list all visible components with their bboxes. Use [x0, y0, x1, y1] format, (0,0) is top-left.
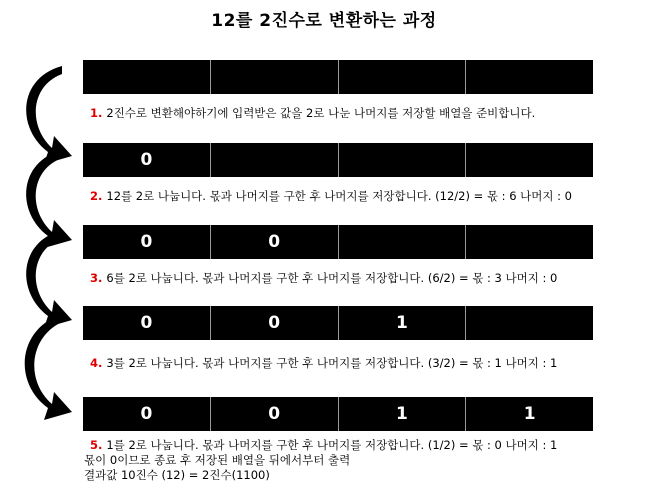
- array-cell: 1: [339, 397, 467, 431]
- array-row-1: [83, 60, 593, 94]
- array-cell: 1: [466, 397, 593, 431]
- array-cell: 0: [83, 143, 211, 177]
- array-cell: [466, 143, 593, 177]
- step-result-text: 결과값 10진수 (12) = 2진수(1100): [84, 468, 270, 482]
- array-cell: 0: [83, 225, 211, 259]
- step-number: 3.: [90, 271, 103, 285]
- step-text: 3를 2로 나눕니다. 몫과 나머지를 구한 후 나머지를 저장합니다. (3/2) = 몫 : 1 나머지 : 1: [106, 356, 558, 370]
- array-cell: [466, 60, 593, 94]
- step-5: [84, 438, 558, 483]
- array-row-4: [83, 306, 593, 340]
- step-number: 2.: [90, 189, 103, 203]
- array-cell: [339, 60, 467, 94]
- step-2: [90, 189, 572, 204]
- array-cell: [339, 225, 467, 259]
- step-text: 1를 2로 나눕니다. 몫과 나머지를 구한 후 나머지를 저장합니다. (1/2) = 몫 : 0 나머지 : 1: [106, 438, 558, 452]
- curved-arrow-1: [26, 66, 72, 164]
- array-cell: 0: [211, 397, 339, 431]
- curved-arrow-2: [26, 150, 72, 248]
- array-cell: [83, 60, 211, 94]
- step-number: 5.: [90, 438, 103, 452]
- array-cell: [339, 143, 467, 177]
- diagram-title: 12를 2진수로 변환하는 과정: [211, 11, 437, 31]
- array-cell: [466, 225, 593, 259]
- step-3: [90, 271, 557, 286]
- step-4: [90, 356, 557, 371]
- step-number: 1.: [90, 106, 103, 120]
- array-row-2: [83, 143, 593, 177]
- array-cell: [466, 306, 593, 340]
- array-cell: [211, 60, 339, 94]
- array-cell: [211, 143, 339, 177]
- step-text: 6를 2로 나눕니다. 몫과 나머지를 구한 후 나머지를 저장합니다. (6/2) = 몫 : 3 나머지 : 0: [106, 271, 558, 285]
- curved-arrow-4: [25, 314, 72, 420]
- step-text: 2진수로 변환해야하기에 입력받은 값을 2로 나눈 나머지를 저장할 배열을 준비합니다.: [106, 106, 536, 120]
- step-number: 4.: [90, 356, 103, 370]
- step-1: [90, 106, 535, 121]
- array-cell: 0: [211, 225, 339, 259]
- array-row-3: [83, 225, 593, 259]
- step-text: 12를 2로 나눕니다. 몫과 나머지를 구한 후 나머지를 저장합니다. (12/2) = 몫 : 6 나머지 : 0: [106, 189, 572, 203]
- array-row-5: [83, 397, 593, 431]
- array-cell: 1: [339, 306, 467, 340]
- curved-arrow-3: [26, 230, 72, 328]
- array-cell: 0: [83, 397, 211, 431]
- array-cell: 0: [83, 306, 211, 340]
- step-text: 몫이 0이므로 종료 후 저장된 배열을 뒤에서부터 출력: [84, 453, 351, 467]
- array-cell: 0: [211, 306, 339, 340]
